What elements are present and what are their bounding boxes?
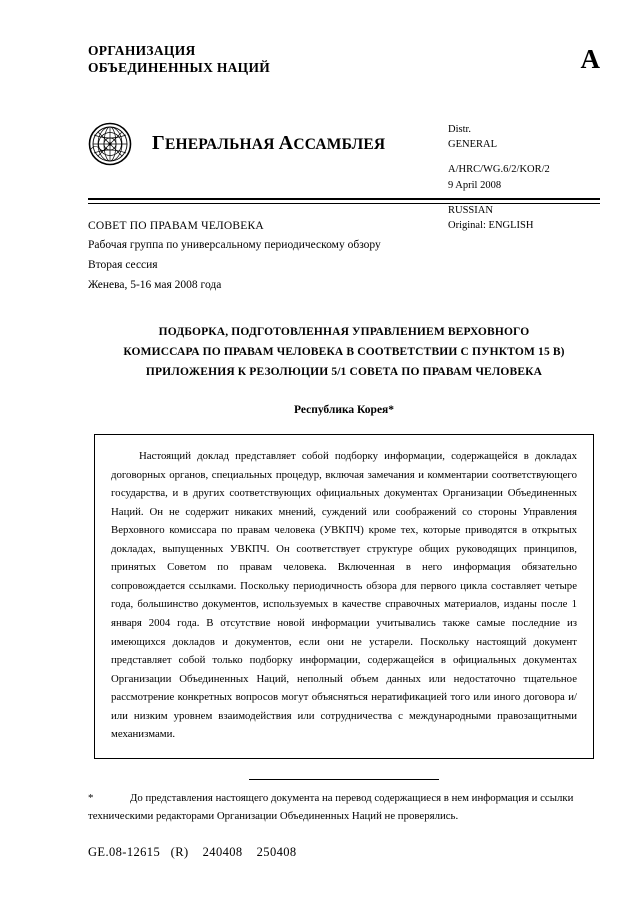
council-name: СОВЕТ ПО ПРАВАМ ЧЕЛОВЕКА [88,219,264,232]
assembly-title-g: Г [152,132,165,154]
organization-name-line2: ОБЪЕДИНЕННЫХ НАЦИЙ [88,60,271,76]
footnote-separator [249,779,439,780]
abstract-text: Настоящий доклад представляет собой подборку информации, содержащейся в докладах договорных органов, специальных процедур, включая замечания и комментарии соответствующего государства, и в других соответствующих официальных документах Организации Объединенных Наций. Он не содержит никаких мнений, суждений или соображений со стороны Управления Верховного комиссара по правам человека (УВКПЧ) кроме тех, которые приводятся в открытых докладах, выпущенных УВКПЧ. Он соответствует структуре общих руководящих принципов, принятых Советом по правам человека. Включенная в него информация обязательно сопровождается ссылками. Поскольку периодичность обзора для первого цикла составляет четыре года, большинство документов, используемых в качестве справочных материалов, изданы после 1 января 2004 года. В отсутствие новой информации учитывались также самые последние из имеющихся докладов и документов, если они не устарели. Поскольку настоящий документ представляет собой только подборку информации, содержащейся в официальных документах Организации Объединенных Наций, неполный объем данных или недостаточно тщательное рассмотрение конкретных вопросов могут объясняться нератификацией того или иного договора и/или низким уровнем взаимодействия или сотрудничества с международными правозащитными механизмами. [111,449,577,741]
document-original-language: Original: ENGLISH [448,220,534,232]
distr-label: Distr. [448,124,472,135]
document-symbol: A/HRC/WG.6/2/KOR/2 [448,164,550,176]
distr-value: GENERAL [448,139,497,151]
footnote [88,789,600,826]
organization-name-line1: ОРГАНИЗАЦИЯ [88,43,196,58]
page-title-line1: ПОДБОРКА, ПОДГОТОВЛЕННАЯ УПРАВЛЕНИЕМ ВЕРХОВНОГО [158,325,530,338]
session-number: Вторая сессия [88,259,158,272]
organization-name [88,42,600,77]
distribution-block [448,122,608,233]
footnote-marker: * [88,791,94,804]
page-title-line3: ПРИЛОЖЕНИЯ К РЕЗОЛЮЦИИ 5/1 СОВЕТА ПО ПРАВАМ ЧЕЛОВЕКА [145,365,543,378]
masthead [88,42,600,94]
assembly-title-a: А [278,132,294,154]
session-venue-dates: Женева, 5-16 мая 2008 года [88,278,222,291]
distr-group [448,122,608,152]
document-language: RUSSIAN [448,204,493,216]
assembly-title-rest1: ЕНЕРАЛЬНАЯ [164,136,279,153]
symbol-group [448,162,608,192]
document-date: 9 April 2008 [448,179,502,191]
document-content [88,42,600,826]
page-title [88,322,600,382]
document-symbol-letter: A [580,44,600,74]
document-footer-code: GE.08-12615 (R) 240408 250408 [88,845,297,859]
abstract-box [94,434,594,759]
assembly-title [152,132,385,155]
country-subtitle: Республика Корея* [293,403,395,416]
footnote-text: До представления настоящего документа на перевод содержащиеся в нем информация и ссылки техническими редакторами Организации Объединенных Наций не проверялись. [88,791,574,823]
un-emblem-icon [88,122,132,166]
language-group [448,203,608,233]
page-title-line2: КОМИССАРА ПО ПРАВАМ ЧЕЛОВЕКА В СООТВЕТСТВИИ С ПУНКТОМ 15 В) [123,345,565,358]
working-group-name: Рабочая группа по универсальному периодическому обзору [88,239,381,252]
assembly-title-rest2: ССАМБЛЕЯ [293,136,386,153]
